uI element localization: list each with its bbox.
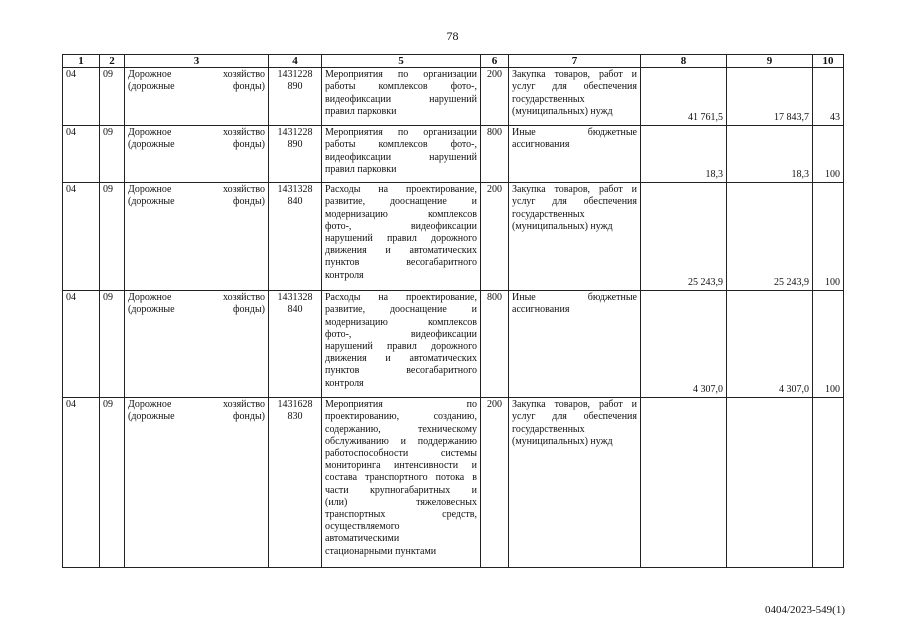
page-number: 78	[446, 29, 459, 43]
section-name	[125, 126, 269, 183]
amount-planned: 18,3	[641, 126, 727, 183]
target-article-name-line: контроля	[325, 377, 364, 389]
expense-type-code: 800	[481, 291, 509, 398]
amount-executed: 17 843,7	[727, 68, 813, 126]
target-article-name-line: (или) тяжеловесных	[325, 496, 477, 508]
expense-type-name-line: (муниципальных) нужд	[512, 105, 613, 117]
document-code: 0404/2023-549(1)	[764, 604, 845, 616]
target-article-name-line: Мероприятия по организации	[325, 69, 477, 81]
target-article-name-line: правил парковки	[325, 105, 397, 117]
target-article-name-line: модернизацию комплексов	[325, 316, 477, 328]
execution-percent: 100	[813, 126, 844, 183]
col-header: 4	[269, 55, 322, 68]
target-article-name-line: работы комплексов фото-,	[325, 139, 477, 151]
target-article-name-line: модернизацию комплексов	[325, 208, 477, 220]
section-name	[125, 183, 269, 291]
target-article-name-line: Мероприятия по	[325, 399, 477, 411]
section-name-line: Дорожное хозяйство	[128, 292, 265, 304]
section-name	[125, 68, 269, 126]
target-article-code	[269, 68, 322, 126]
table-row	[63, 291, 844, 398]
table-row	[63, 398, 844, 568]
target-article-code-line: 890	[287, 81, 303, 93]
target-article-name-line: видеофиксации нарушений	[325, 151, 477, 163]
expense-type-name-line: Закупка товаров, работ и	[512, 399, 637, 411]
target-article-code	[269, 291, 322, 398]
target-article-code-line: 1431228	[277, 127, 313, 139]
target-article-name-line: фото-, видеофиксации	[325, 328, 477, 340]
target-article-name-line: видеофиксации нарушений	[325, 93, 477, 105]
amount-planned: 41 761,5	[641, 68, 727, 126]
target-article-code-line: 1431328	[277, 292, 313, 304]
target-article-name-line: части крупногабаритных и	[325, 484, 477, 496]
expense-type-name-line: (муниципальных) нужд	[512, 435, 613, 447]
target-article-name-line: движения и автоматических	[325, 245, 477, 257]
execution-percent	[813, 398, 844, 568]
target-article-name-line: развитие, дооснащение и	[325, 304, 477, 316]
section-name-line: Дорожное хозяйство	[128, 184, 265, 196]
expense-type-name-line: Закупка товаров, работ и	[512, 184, 637, 196]
target-article-name	[322, 291, 481, 398]
col-header: 3	[125, 55, 269, 68]
target-article-name-line: стационарными пунктами	[325, 545, 437, 557]
target-article-name-line: нарушений правил дорожного	[325, 233, 477, 245]
target-article-name	[322, 398, 481, 568]
expense-type-code: 200	[481, 183, 509, 291]
target-article-name-line: нарушений правил дорожного	[325, 341, 477, 353]
target-article-name-line: автоматическими	[325, 533, 400, 545]
target-article-name	[322, 68, 481, 126]
expense-type-name	[509, 126, 641, 183]
expense-type-name-line: Иные бюджетные	[512, 127, 637, 139]
col-header: 2	[100, 55, 125, 68]
expense-type-name-line: государственных	[512, 208, 585, 220]
expense-type-name	[509, 183, 641, 291]
target-article-code-line: 890	[287, 139, 303, 151]
target-article-code-line: 830	[287, 411, 303, 423]
expense-type-name-line: услуг для обеспечения	[512, 81, 637, 93]
target-article-name-line: обслуживанию и поддержанию	[325, 435, 477, 447]
section-code: 04	[63, 126, 100, 183]
target-article-name-line: осуществляемого	[325, 521, 400, 533]
section-name	[125, 291, 269, 398]
target-article-code	[269, 398, 322, 568]
execution-percent: 100	[813, 183, 844, 291]
col-header: 5	[322, 55, 481, 68]
target-article-name-line: проектированию, созданию,	[325, 411, 477, 423]
amount-executed: 4 307,0	[727, 291, 813, 398]
section-name-line: (дорожные фонды)	[128, 139, 265, 151]
table-row	[63, 68, 844, 126]
execution-percent: 43	[813, 68, 844, 126]
section-code: 04	[63, 398, 100, 568]
section-name-line: Дорожное хозяйство	[128, 127, 265, 139]
target-article-name-line: работы комплексов фото-,	[325, 81, 477, 93]
expense-type-name-line: Закупка товаров, работ и	[512, 69, 637, 81]
target-article-code	[269, 126, 322, 183]
section-code: 04	[63, 183, 100, 291]
target-article-code-line: 1431328	[277, 184, 313, 196]
section-name-line: (дорожные фонды)	[128, 304, 265, 316]
amount-executed: 25 243,9	[727, 183, 813, 291]
table-row	[63, 183, 844, 291]
col-header: 8	[641, 55, 727, 68]
col-header: 6	[481, 55, 509, 68]
target-article-name-line: движения и автоматических	[325, 353, 477, 365]
target-article-name-line: правил парковки	[325, 163, 397, 175]
amount-planned	[641, 398, 727, 568]
target-article-name-line: работоспособности системы	[325, 448, 477, 460]
section-name-line: (дорожные фонды)	[128, 196, 265, 208]
budget-table	[62, 54, 844, 568]
subsection-code: 09	[100, 183, 125, 291]
target-article-name-line: состава транспортного потока в	[325, 472, 477, 484]
expense-type-name	[509, 291, 641, 398]
col-header: 1	[63, 55, 100, 68]
expense-type-name	[509, 398, 641, 568]
subsection-code: 09	[100, 398, 125, 568]
expense-type-name-line: Иные бюджетные	[512, 292, 637, 304]
expense-type-name	[509, 68, 641, 126]
target-article-name-line: пунктов весогабаритного	[325, 365, 477, 377]
expense-type-name-line: услуг для обеспечения	[512, 196, 637, 208]
target-article-name-line: мониторинга интенсивности и	[325, 460, 477, 472]
subsection-code: 09	[100, 126, 125, 183]
header-row	[63, 55, 844, 68]
target-article-name-line: развитие, дооснащение и	[325, 196, 477, 208]
expense-type-code: 200	[481, 398, 509, 568]
expense-type-code: 200	[481, 68, 509, 126]
expense-type-name-line: услуг для обеспечения	[512, 411, 637, 423]
target-article-name	[322, 126, 481, 183]
target-article-code-line: 1431228	[277, 69, 313, 81]
section-code: 04	[63, 291, 100, 398]
subsection-code: 09	[100, 68, 125, 126]
target-article-name-line: фото-, видеофиксации	[325, 220, 477, 232]
target-article-name-line: Расходы на проектирование,	[325, 292, 477, 304]
target-article-code-line: 1431628	[277, 399, 313, 411]
section-name-line: Дорожное хозяйство	[128, 69, 265, 81]
target-article-name-line: Мероприятия по организации	[325, 127, 477, 139]
expense-type-name-line: ассигнования	[512, 139, 570, 151]
section-name-line: (дорожные фонды)	[128, 411, 265, 423]
col-header: 9	[727, 55, 813, 68]
target-article-name-line: Расходы на проектирование,	[325, 184, 477, 196]
table-row	[63, 126, 844, 183]
expense-type-name-line: государственных	[512, 423, 585, 435]
section-name	[125, 398, 269, 568]
expense-type-name-line: (муниципальных) нужд	[512, 220, 613, 232]
target-article-name-line: транспортных средств,	[325, 509, 477, 521]
subsection-code: 09	[100, 291, 125, 398]
col-header: 10	[813, 55, 844, 68]
expense-type-name-line: ассигнования	[512, 304, 570, 316]
target-article-code-line: 840	[287, 304, 303, 316]
target-article-name-line: пунктов весогабаритного	[325, 257, 477, 269]
amount-planned: 4 307,0	[641, 291, 727, 398]
amount-executed	[727, 398, 813, 568]
target-article-code-line: 840	[287, 196, 303, 208]
amount-planned: 25 243,9	[641, 183, 727, 291]
execution-percent: 100	[813, 291, 844, 398]
expense-type-code: 800	[481, 126, 509, 183]
expense-type-name-line: государственных	[512, 93, 585, 105]
col-header: 7	[509, 55, 641, 68]
section-name-line: (дорожные фонды)	[128, 81, 265, 93]
target-article-name-line: контроля	[325, 269, 364, 281]
target-article-code	[269, 183, 322, 291]
target-article-name-line: содержанию, техническому	[325, 423, 477, 435]
section-code: 04	[63, 68, 100, 126]
section-name-line: Дорожное хозяйство	[128, 399, 265, 411]
target-article-name	[322, 183, 481, 291]
amount-executed: 18,3	[727, 126, 813, 183]
